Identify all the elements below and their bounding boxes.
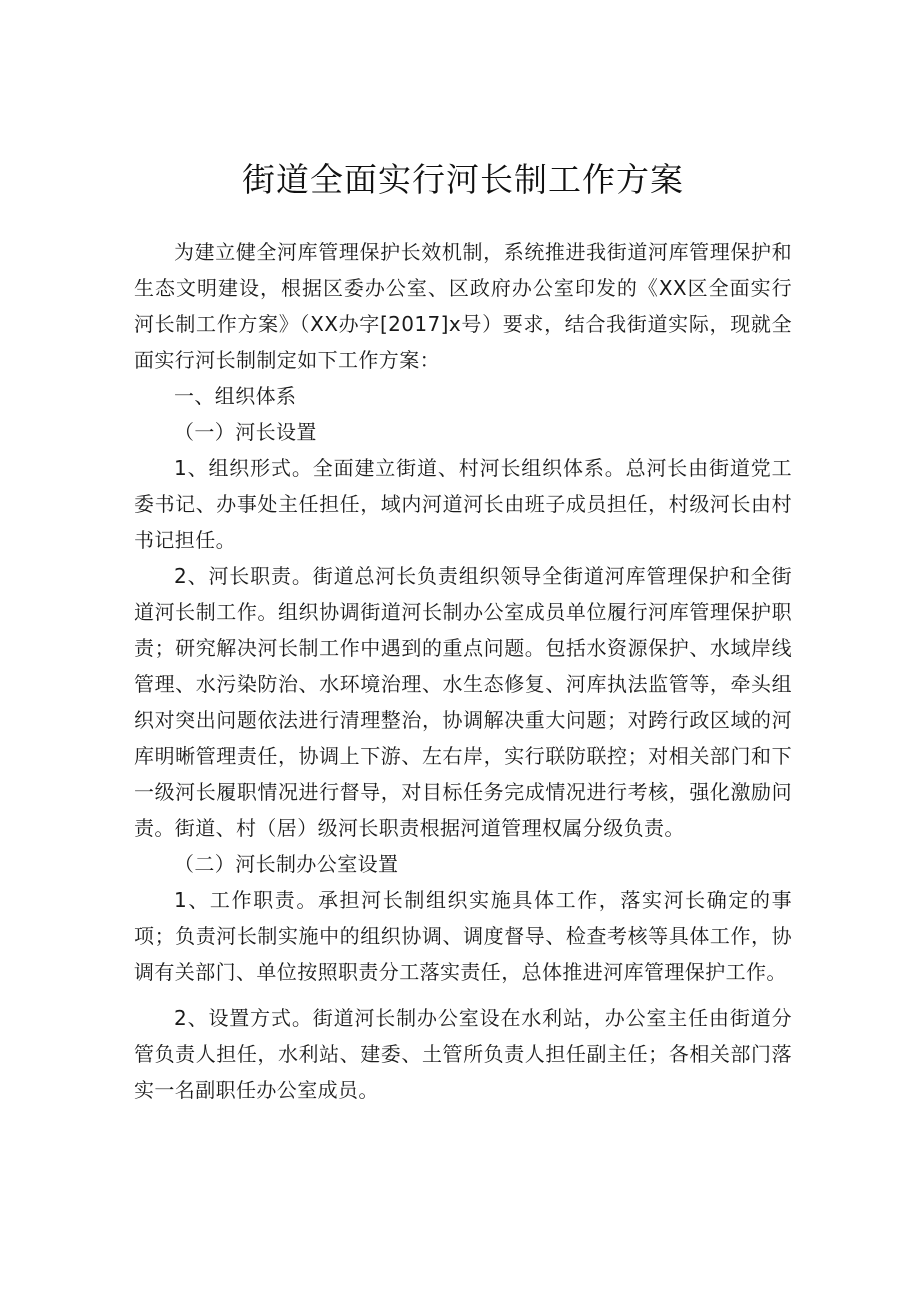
document-title: 街道全面实行河长制工作方案	[242, 160, 684, 199]
paragraph-office-duties: 1、工作职责。承担河长制组织实施具体工作，落实河长确定的事项；负责河长制实施中的组织协调、调度督导、检查考核等具体工作，协调有关部门、单位按照职责分工落实责任，总体推进河库管理保护工作。	[134, 888, 792, 984]
section-heading-organization: 一、组织体系	[174, 384, 297, 408]
intro-paragraph: 为建立健全河库管理保护长效机制，系统推进我街道河库管理保护和生态文明建设，根据区委办公室、区政府办公室印发的《XX区全面实行河长制工作方案》（XX办字[2017]x号）要求，结合我街道实际，现就全面实行河长制制定如下工作方案：	[134, 240, 792, 372]
document-page	[134, 152, 792, 1108]
document-body	[134, 234, 792, 1108]
paragraph-office-setup: 2、设置方式。街道河长制办公室设在水利站，办公室主任由街道分管负责人担任，水利站、建委、土管所负责人担任副主任；各相关部门落实一名副职任办公室成员。	[134, 1006, 792, 1102]
subsection-heading-river-chief: （一）河长设置	[174, 420, 317, 444]
subsection-heading-office: （二）河长制办公室设置	[174, 852, 399, 876]
paragraph-river-chief-duties: 2、河长职责。街道总河长负责组织领导全街道河库管理保护和全街道河长制工作。组织协调街道河长制办公室成员单位履行河库管理保护职责；研究解决河长制工作中遇到的重点问题。包括水资源保护、水域岸线管理、水污染防治、水环境治理、水生态修复、河库执法监管等，牵头组织对突出问题依法进行清理整治，协调解决重大问题；对跨行政区域的河库明晰管理责任，协调上下游、左右岸，实行联防联控；对相关部门和下一级河长履职情况进行督导，对目标任务完成情况进行考核，强化激励问责。街道、村（居）级河长职责根据河道管理权属分级负责。	[134, 564, 792, 840]
paragraph-organization-form: 1、组织形式。全面建立街道、村河长组织体系。总河长由街道党工委书记、办事处主任担任，域内河道河长由班子成员担任，村级河长由村书记担任。	[134, 456, 792, 552]
